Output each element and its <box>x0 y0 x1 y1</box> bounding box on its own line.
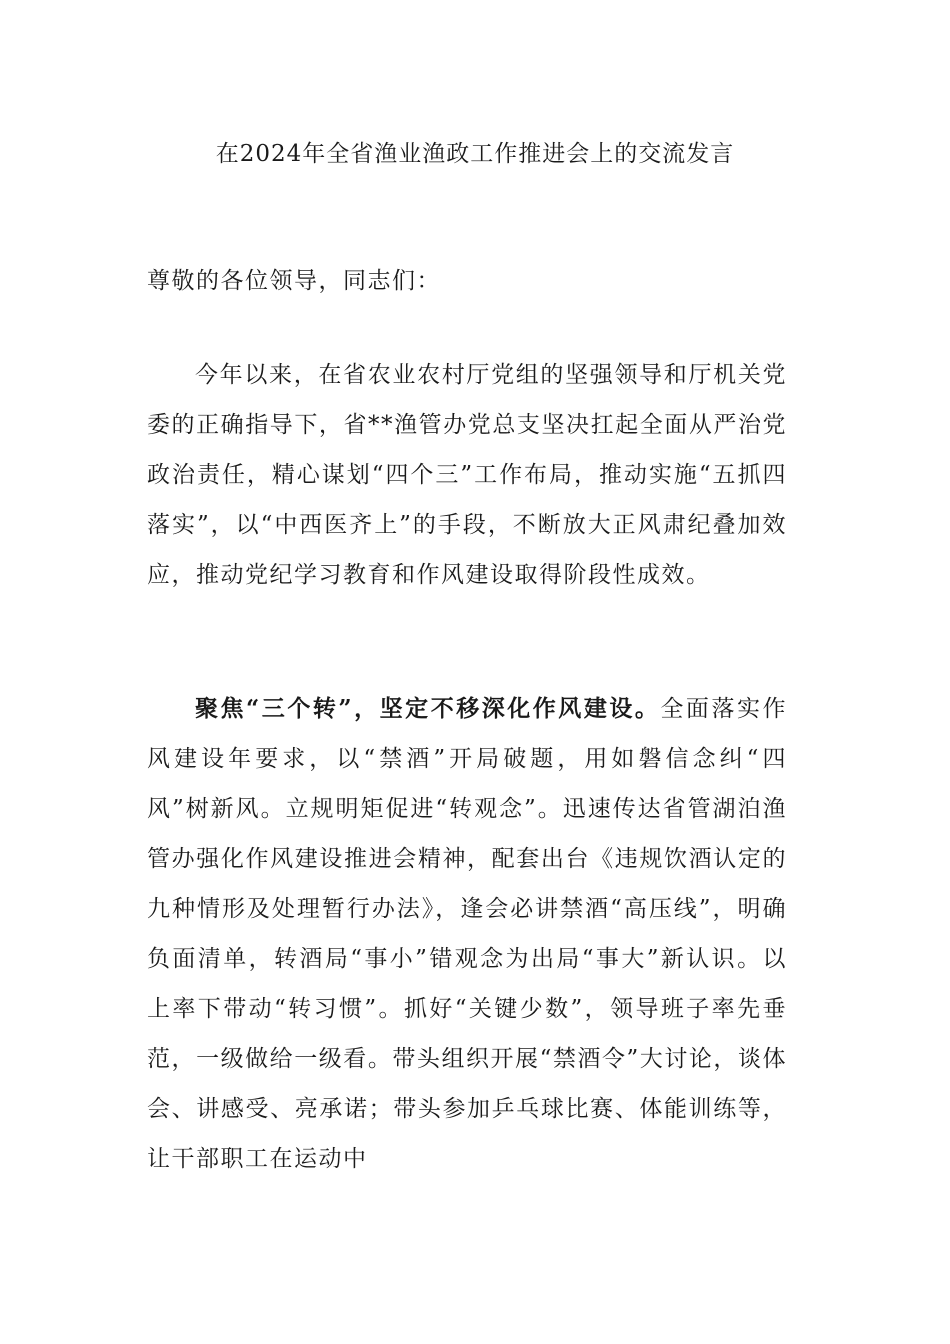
paragraph-intro <box>147 350 787 600</box>
salutation: 尊敬的各位领导，同志们： <box>147 268 441 294</box>
paragraph-heading: 聚焦“三个转”，坚定不移深化作风建设。 <box>195 695 661 722</box>
paragraph-style-building <box>147 684 787 1184</box>
paragraph-intro-text: 今年以来，在省农业农村厅党组的坚强领导和厅机关党委的正确指导下，省**渔管办党总支坚决扛起全面从严治党政治责任，精心谋划“四个三”工作布局，推动实施“五抓四落实”，以“中西医齐上”的手段，不断放大正风肃纪叠加效应，推动党纪学习教育和作风建设取得阶段性成效。 <box>147 362 787 588</box>
paragraph-style-building-text: 全面落实作风建设年要求，以“禁酒”开局破题，用如磐信念纠“四风”树新风。立规明矩促进“转观念”。迅速传达省管湖泊渔管办强化作风建设推进会精神，配套出台《违规饮酒认定的九种情形及处理暂行办法》，逢会必讲禁酒“高压线”，明确负面清单，转酒局“事小”错观念为出局“事大”新认识。以上率下带动“转习惯”。抓好“关键少数”，领导班子率先垂范，一级做给一级看。带头组织开展“禁酒令”大讨论，谈体会、讲感受、亮承诺；带头参加乒乓球比赛、体能训练等，让干部职工在运动中 <box>147 696 787 1172</box>
document-title: 在2024年全省渔业渔政工作推进会上的交流发言 <box>215 141 735 167</box>
